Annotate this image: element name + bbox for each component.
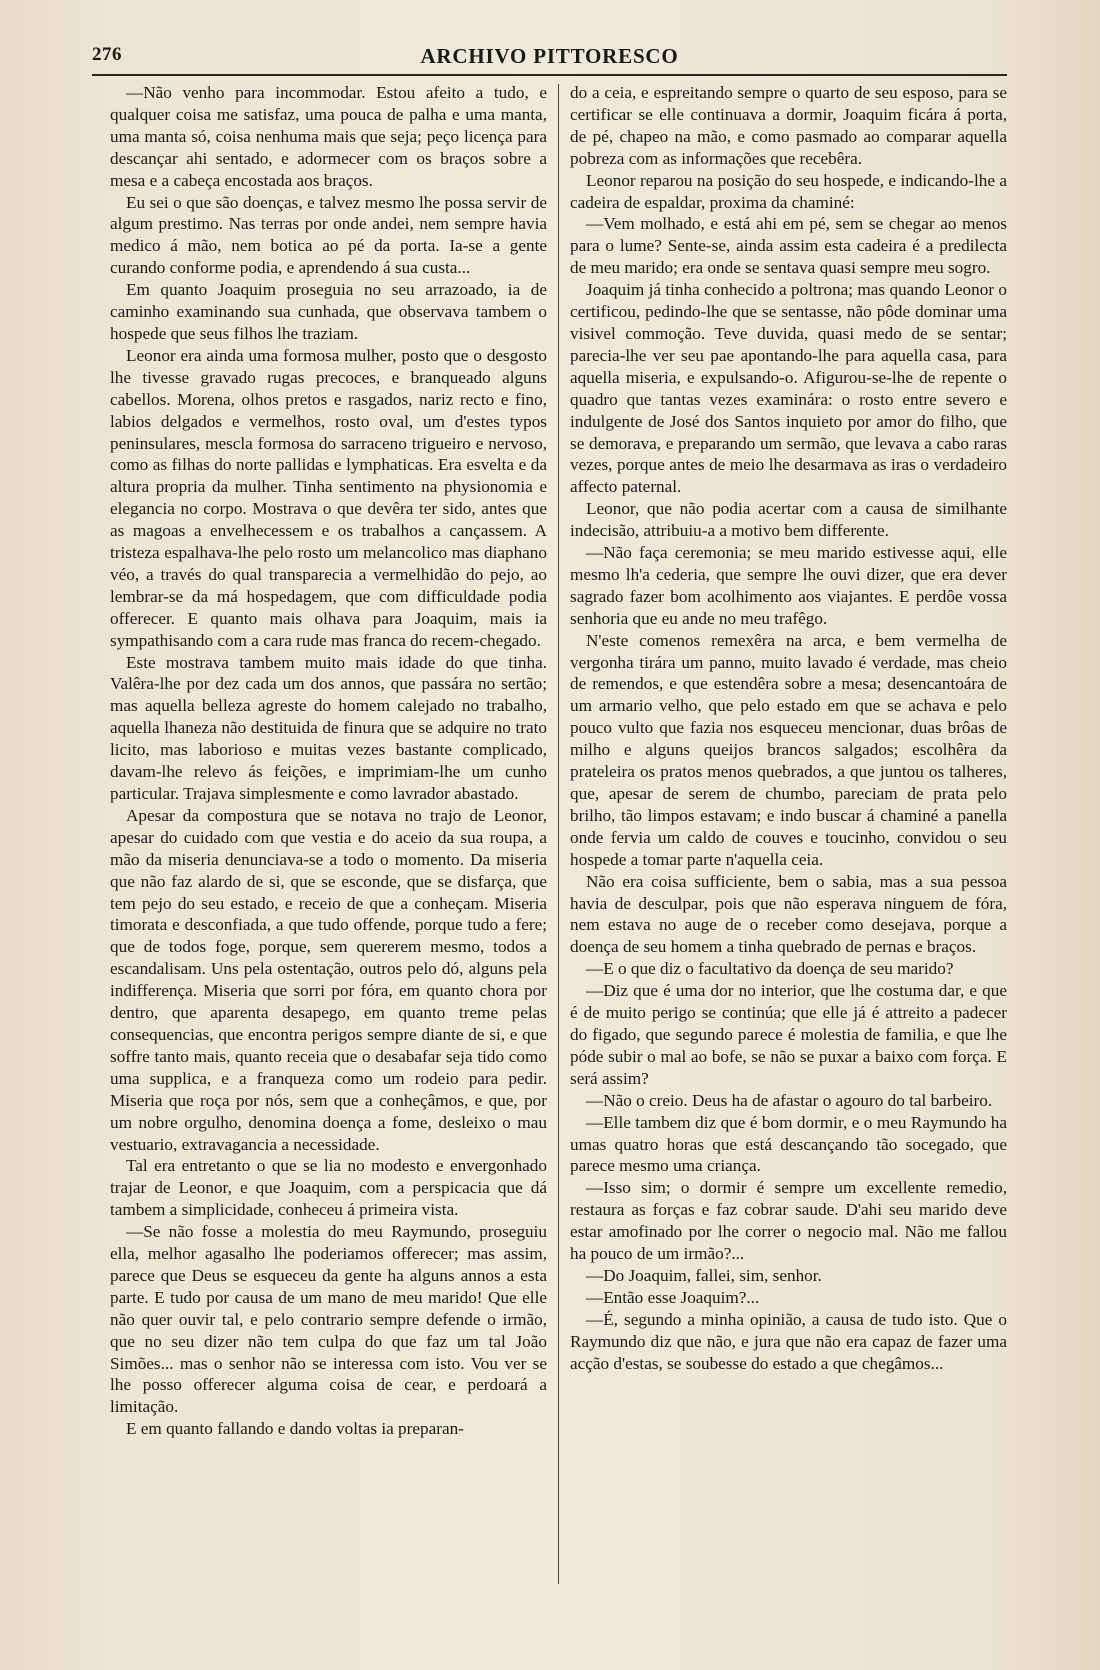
running-title: ARCHIVO PITTORESCO <box>420 44 679 68</box>
paragraph-continuation: do a ceia, e espreitando sempre o quarto de seu esposo, para se certificar se elle continuava a dormir, Joaquim ficára á porta, de pé, chapeo na mão, e como pasmado ao comparar aquella pobreza com as informações que recebêra. <box>570 83 1007 168</box>
paragraph: —Não faça ceremonia; se meu marido estivesse aqui, elle mesmo lh'a cederia, que sempre lhe ouvi dizer, que era dever sagrado fazer bom acolhimento aos viajantes. E perdôe vossa senhoria que eu ande no meu trafêgo. <box>570 543 1007 628</box>
paragraph: Em quanto Joaquim proseguia no seu arrazoado, ia de caminho examinando sua cunhada, que observava tambem o hospede que seus filhos lhe traziam. <box>110 280 547 343</box>
column-divider <box>558 84 559 1584</box>
paragraph: —Diz que é uma dor no interior, que lhe costuma dar, e que é de muito perigo se continúa; que elle já é attreito a padecer do figado, que segundo parece é molestia de familia, e que lhe póde subir o mal ao bofe, se não se puxar a baixo com força. E será assim? <box>570 981 1007 1088</box>
paragraph: —Isso sim; o dormir é sempre um excellente remedio, restaura as forças e faz cobrar saude. D'ahi seu marido deve estar amofinado por lhe correr o negocio mal. Não me fallou ha pouco de um irmão?... <box>570 1178 1007 1264</box>
paragraph: —Então esse Joaquim?... <box>586 1287 760 1307</box>
paragraph: Leonor, que não podia acertar com a causa de similhante indecisão, attribuiu-a a motivo bem differente. <box>570 499 1007 541</box>
paragraph: —Do Joaquim, fallei, sim, senhor. <box>586 1265 822 1285</box>
paragraph: Leonor era ainda uma formosa mulher, posto que o desgosto lhe tivesse gravado rugas precoces, e branqueado alguns cabellos. Morena, olhos pretos e rasgados, nariz recto e fino, labios delgados e vermelhos, rosto oval, um d'estes typos peninsulares, mescla formosa do sarraceno trigueiro e nervoso, como as filhas do norte pallidas e lymphaticas. Era esvelta e da altura propria da mulher. Tinha sentimento na physionomia e elegancia no corpo. Mostrava o que devêra ter sido, antes que as magoas a envelhecessem e os trabalhos a cançassem. A tristeza espalhava-lhe pelo rosto um melancolico mas diaphano véo, a través do qual transparecia a vermelhidão do pejo, ao lembrar-se da má hospedagem, que com difficuldade podia offerecer. E quanto mais olhava para Joaquim, mais ia sympathisando com a cara rude mas franca do recem-chegado. <box>110 345 547 650</box>
right-column <box>570 82 1007 1374</box>
paragraph: —Se não fosse a molestia do meu Raymundo, proseguiu ella, melhor agasalho lhe poderiamos offerecer; mas assim, parece que Deus se esqueceu da gente ha alguns annos a esta parte. E tudo por causa de um mano de meu marido! Que elle não quer ouvir tal, e pelo contrario sempre defende o irmão, que no seu dizer não tem culpa do que faz um tal João Simões... mas o senhor não se interessa com isto. Vou ver se lhe posso offerecer alguma coisa de cear, e perdoará a limitação. <box>110 1222 547 1417</box>
paragraph: Este mostrava tambem muito mais idade do que tinha. Valêra-lhe por dez cada um dos annos, que passára no sertão; mas aquella belleza agreste do homem calejado no trabalho, aquella lhaneza não destituida de finura que se adquire no trato licito, mas laborioso e muitas vezes bastante complicado, davam-lhe relevo ás feições, e imprimiam-lhe um cunho particular. Trajava simplesmente e como lavrador abastado. <box>110 652 547 803</box>
page-number: 276 <box>92 44 122 65</box>
left-column <box>110 82 547 1440</box>
paragraph: Leonor reparou na posição do seu hospede, e indicando-lhe a cadeira de espaldar, proxima da chaminé: <box>570 170 1007 212</box>
page-header <box>92 38 1007 74</box>
paragraph: E em quanto fallando e dando voltas ia preparan- <box>126 1419 464 1439</box>
header-rule <box>92 74 1007 76</box>
paragraph: —Vem molhado, e está ahi em pé, sem se chegar ao menos para o lume? Sente-se, ainda assim esta cadeira é a predilecta de meu marido; era onde se sentava quasi sempre meu sogro. <box>570 214 1007 278</box>
paragraph: Joaquim já tinha conhecido a poltrona; mas quando Leonor o certificou, pedindo-lhe que se sentasse, não pôde dominar uma visivel commoção. Teve duvida, quasi medo de se sentar; parecia-lhe ver seu pae apontando-lhe para aquella casa, para aquella miseria, e expulsando-o. Afigurou-se-lhe de repente o quadro que tantas vezes examinára: o rosto entre severo e indulgente de José dos Santos inquieto por amor do filho, que se demorava, e preparando um sermão, que levava a cabo raras vezes, porque antes de meio lhe desarmava as iras o verdadeiro affecto paternal. <box>570 280 1007 497</box>
paragraph: N'este comenos remexêra na arca, e bem vermelha de vergonha tirára um panno, muito lavado é verdade, mas cheio de remendos, e que estendêra sobre a mesa; desencantoára de um armario velho, que pelo estado em que se achava e pelo pouco vulto que fazia nos esqueceu mencionar, duas brôas de milho e alguns queijos brancos salgados; escolhêra da prateleira os pratos menos quebrados, a que juntou os talheres, que, apesar de serem de chumbo, pareciam de prata pelo brilho, tão limpos estavam; e indo buscar á chaminé a panella onde fervia um caldo de couves e toucinho, convidou o seu hospede a tomar parte n'aquella ceia. <box>570 630 1007 869</box>
paragraph: —Não o creio. Deus ha de afastar o agouro do tal barbeiro. <box>586 1090 993 1110</box>
paragraph: Eu sei o que são doenças, e talvez mesmo lhe possa servir de algum prestimo. Nas terras por onde andei, nem sempre havia medico á mão, nem botica ao pé da porta. Ia-se a gente curando conforme podia, e aprendendo á sua custa... <box>110 192 547 278</box>
paragraph: —Elle tambem diz que é bom dormir, e o meu Raymundo ha umas quatro horas que está descançando tão socegado, que parece mesmo uma criança. <box>570 1112 1007 1176</box>
paragraph: Apesar da compostura que se notava no trajo de Leonor, apesar do cuidado com que vestia e do aceio da sua roupa, a mão da miseria denunciava-se a todo o momento. Da miseria que não faz alardo de si, que se esconde, que se disfarça, que tem pejo do seu estado, e receio de que a conheçam. Miseria timorata e desconfiada, a que tudo offende, porque tudo a fere; que de todos foge, porque, sem quererem mesmo, todos a escandalisam. Uns pela ostentação, outros pelo dó, alguns pela indifferença. Miseria que sorri por fóra, em quanto chora por dentro, que aparenta desapego, em quanto treme pelas consequencias, que encontra perigos sempre diante de si, e que soffre tanto mais, quanto receia que o desabafar seja tido como uma supplica, e a franqueza como um rodeio para pedir. Miseria que roça por nós, sem que a conheçâmos, e que, por um nobre orgulho, denomina doença a fome, desleixo o mau vestuario, extravagancia a necessidade. <box>110 805 547 1154</box>
paragraph: —Não venho para incommodar. Estou afeito a tudo, e qualquer coisa me satisfaz, uma pouca de palha e uma manta, uma manta só, coisa nenhuma mais que seja; peço licença para descançar ahi sentado, e adormecer com os braços sobre a mesa e a cabeça encostada aos braços. <box>110 83 547 190</box>
paragraph: —E o que diz o facultativo da doença de seu marido? <box>586 959 954 979</box>
text-columns <box>110 82 1007 1602</box>
paragraph: Não era coisa sufficiente, bem o sabia, mas a sua pessoa havia de desculpar, pois que não esperava ninguem de fóra, nem estava no auge de o receber como desejava, porque a doença de seu homem a tinha quebrado de pernas e braços. <box>570 871 1007 957</box>
paragraph: Tal era entretanto o que se lia no modesto e envergonhado trajar de Leonor, e que Joaquim, com a perspicacia que dá tambem a simplicidade, conheceu á primeira vista. <box>110 1156 547 1220</box>
paragraph: —É, segundo a minha opinião, a causa de tudo isto. Que o Raymundo diz que não, e jura que não era capaz de fazer uma acção d'estas, se soubesse do estado a que chegâmos... <box>570 1309 1007 1373</box>
